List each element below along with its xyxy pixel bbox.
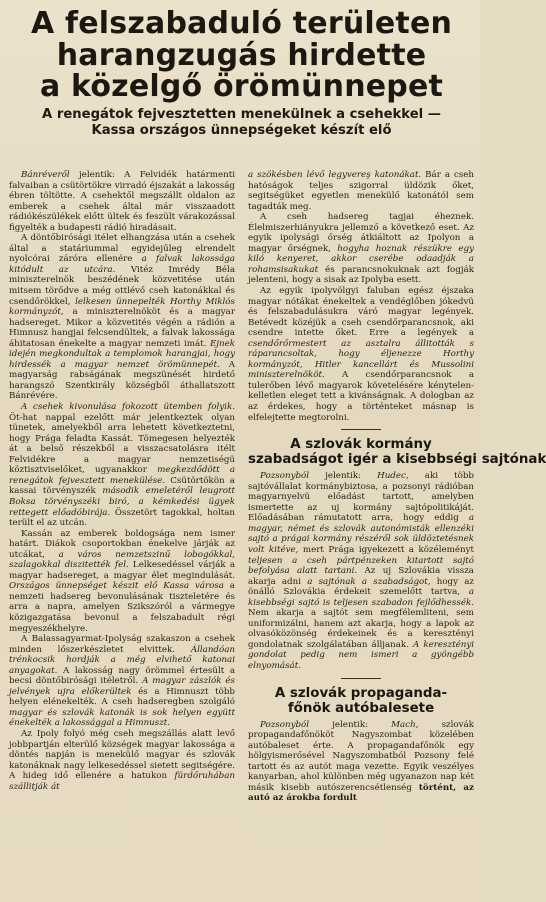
italic-run: hogyha hoznak részükre egy kiló kenyeret, akkor cserébe odaadják a rohamsisakukat — [248, 243, 474, 275]
italic-run: a szökésben lévő legyvereş katonákat. — [248, 170, 422, 180]
italic-run: Bánréveről — [21, 170, 70, 180]
paragraph — [9, 170, 235, 233]
text-run: Vitéz Imrédy Béla miniszterelnök beszédének közvetitése után mitsem törődve a még ottlévő cseh katonákkal és csendőrökkel, — [9, 264, 235, 307]
section-heading-line: szabadságot igér a kisebbségi sajtónak — [248, 452, 546, 468]
section-heading-car-accident — [248, 686, 474, 716]
section-divider — [341, 678, 381, 679]
italic-run: Mach, — [391, 719, 419, 730]
italic-run: Állandóan trénkocsik hordják a még elvihető katonai anyagokat. — [9, 644, 235, 676]
italic-run: Hudec, — [377, 471, 409, 482]
italic-run: A magyar zászlók és jelvények ujra előkerültek — [9, 676, 235, 697]
subheadline-line: A renegátok fejvesztetten menekülnek a csehekkel — — [42, 106, 441, 122]
right-column — [248, 170, 546, 902]
text-run: mert Prága igyekezett a közéleményt — [298, 544, 474, 555]
text-run: A Balassagyarmat-Ipolyság szakaszon a csehek minden lőszerkészletet elvittek. — [9, 634, 235, 655]
left-column — [9, 170, 235, 902]
headline-line: a közelgő örömünnepet — [39, 69, 444, 104]
text-run: Öt-hat nappal ezelőtt már jelentkeztek olyan tünetek, amelyekből arra lehetett következtetni, hogy Prága feladta Kassát. Tömegesen helyezték át a belső részekből a visszacsatolásra itélt Felvidékre a magyar nemzetiségü köztisztviselőket, ugyanakkor — [9, 412, 235, 476]
paragraph — [9, 529, 235, 634]
text-run: hogy az önálló Szlovákia érdekeit szemelőtt tartva, — [248, 576, 475, 598]
right-column-continuation — [248, 170, 474, 423]
paragraph — [9, 233, 235, 402]
text-run: Lelkesedéssel várják a magyar hadsereget, a magyar élet megindulását. — [9, 560, 235, 581]
text-run: jelentik: — [309, 471, 378, 482]
text-run: Az uj Szlovákia vissza akarja adni — [248, 566, 474, 587]
text-run: Összetört tagokkal, holtan terült el az utcán. — [9, 507, 235, 529]
text-run: a miniszterelnököt és a magyar hadsereget. Mikor a közvetités végén a rádión a Himnusz hangjai felcsendültek, a falvak lakossága áhitatosan énekelte a magyar nemzeti imát. — [9, 307, 235, 349]
section-divider — [341, 429, 381, 430]
text-run: A döntőbirósági itélet elhangzása után a csehek által a statáriummal egyidejűleg elrendelt nyolcórai záróra ellenére — [9, 233, 235, 265]
text-run: Nem akarja a sajtót sem megfélemliteni, sem uniformizálni, hanem azt akarja, hogy a lapok az olvasóközönség érdekeinek és a keresztényi gondolatnak szolgálatában álljanak. — [248, 608, 474, 650]
italic-run: Országos ünnepséget készit elő Kassa városa — [9, 581, 224, 592]
paragraph — [9, 729, 235, 792]
italic-run: csendőrőrmestert az asztalra állitották s ráparancsoltak, hogy éljenezze Horthy kormányzót, Hitler kancellárt és Mussolini miniszterelnököt. — [248, 338, 474, 381]
subheadline — [10, 107, 473, 139]
italic-run: második emeletéről leugrott Boksa törvényszéki biró, a kémkedési ügyek rettegett előadóbirája. — [9, 486, 235, 518]
italic-run: A keresztényi gondolat pedig nem ismeri a gyöngébb elnyomását. — [248, 639, 475, 671]
italic-run: A csehek kivonulása fokozott ütemben folyik. — [21, 402, 235, 413]
text-run: Az egyik ipolyvölgyi faluban egész éjszaka magyar nótákat énekeltek a vendéglőben jókedvü és felszabadulásukra váró magyar legények. Betévedt közéjük a cseh csendőrparancsnok, aki csendre intette őket. Erre a legények a — [248, 286, 474, 339]
text-run: szlovák propagandafőnököt Nagyszombat közelében autóbaleset érte. A propagandafőnök egy hölgyismerősével Nagyszombatból Pozsony felé tartott és az autót maga vezette. Egyik veszélyes kanyarban, ahol különben még ugyanazon nap két másik kisebb autószerencsétlenség — [248, 719, 474, 793]
text-run: jelentik: A Felvidék határmenti falvaiban a csütörtökre virradó éjszakát a lakosság ébren töltötte. A csehektől megszállt oldalon az emberek a csehek által már visszaadott rádiókészülékek előtt ültek és feszült várakozással figyelték a budapesti rádió hiradásait. — [9, 170, 235, 233]
text-run: A magyarság rabságának megszünését hirdető harangszó Szentkirály községből áthallatszott Bánrévére. — [9, 359, 235, 402]
section-body-press-freedom — [248, 471, 474, 671]
text-run: Bár a cseh hatóságok teljes szigorral üldözik őket, segitségüket egyetlen menekülő katonától sem tagadták meg. — [248, 170, 474, 212]
italic-run: magyar és szlovák katonák is sok helyen együtt énekelték a lakossággal a Himnuszt. — [9, 707, 235, 729]
section-heading-press-freedom — [248, 437, 546, 468]
italic-run: a magyar, német és szlovák autonómisták ellenzéki sajtó a prágai kormány részéről sok üldöztetésnek volt kitéve, — [248, 513, 474, 555]
text-run: Kassán az emberek boldogsága nem ismer határt. Diákok csoportokban énekelve járják az utcákat, — [9, 528, 235, 560]
paragraph — [9, 634, 235, 729]
subheadline-line: Kassa országos ünnepségeket készít elő — [91, 122, 392, 138]
paragraph — [9, 402, 235, 529]
section-heading-line: A szlovák kormány — [290, 437, 432, 453]
italic-run: a falvak lakossága kitódult az utcára. — [9, 254, 235, 275]
text-run: és parancsnokuknak azt fogják jelenteni, hogy a sisak az Ipolyba esett. — [248, 264, 474, 286]
italic-run: Pozsonyból — [260, 471, 310, 482]
bold-run: történt, az autó az árokba fordult — [248, 782, 474, 804]
italic-run: fürdőruhában szállitják át — [9, 771, 235, 792]
paragraph — [248, 170, 474, 212]
italic-run: megkezdődött a renegátok fejvesztett menekülése. — [9, 465, 235, 486]
italic-run: a város nemzetszinű lobogókkal, szalagokkal diszitették fel. — [9, 549, 236, 571]
text-run: A cseh hadsereg tagjai éheznek. Élelmiszerhiányukra jellemző a következő eset. Az egyik ipolysági őrség átkiáltott az Ipolyon a magyar őrségnek, — [248, 212, 474, 254]
italic-run: Pozsonyból — [260, 719, 310, 730]
headline — [10, 8, 473, 103]
text-run: A lakosság nagy örömmel értesült a becsi döntőbirósági itéletről. — [9, 665, 235, 687]
italic-run: a kisebbségi sajtó is teljesen szabadon fejlődhessék. — [248, 587, 474, 608]
text-run: A csendőrparancsnok a tulerőben lévő magyarok követelésére kénytelen-kelletlen eleget tett a kivánságnak. A dologban az az érdekes, hogy a történteket másnap is elfelejtette megtorolni. — [248, 370, 474, 423]
italic-run: lelkesen ünnepelték Horthy Miklós kormányzót, — [9, 296, 235, 318]
italic-run: Ejnek idején megkondultak a templomok harangjai, hogy hirdessék a magyar nemzet örömünnepét. — [9, 338, 235, 370]
text-run: és a Himnuszt több helyen elénekelték. A cseh hadseregben szolgáló — [9, 686, 235, 708]
paragraph — [248, 212, 474, 286]
text-run: jelentik: — [309, 719, 392, 730]
text-run: aki több sajtóvállalat kormánybiztosa, a pozsonyi rádióban magyarnyelvü előadást tartott, amelyben ismertette az uj kormány sajtópolitikáját. Előadásában rámutatott arra, hogy eddig — [248, 471, 474, 524]
headline-line: harangzugás hirdette — [56, 37, 427, 73]
paragraph — [248, 286, 474, 423]
text-run: Az Ipoly folyó még cseh megszállás alatt levő jobbpartján elterülő községek magyar lakossága a döntés napján is menekülő magyar és szlovák katonáknak nagy lelkesedéssel sietett segitségére. A hideg idő ellenére a hatukon — [9, 728, 235, 782]
section-body-car-accident — [248, 720, 474, 804]
text-run: a nemzeti hadsereg bevonulásának tiszteletére és arra a napra, amelyen Szikszóról a vármegye közigazgatása bevonul a felszabadult régi megyeszékhelyre. — [9, 581, 235, 634]
headline-line: A felszabaduló területen — [30, 6, 453, 41]
article-columns — [9, 170, 546, 902]
italic-run: teljesen a cseh pártpénzeken kitartott sajtó befolyása alatt tartani. — [248, 555, 474, 577]
text-run: Csütörtökön a kassai törvényszék — [9, 475, 235, 497]
paragraph — [248, 720, 474, 804]
italic-run: a sajtónak a szabadságot, — [307, 576, 431, 587]
section-heading-line: A szlovák propaganda- — [274, 685, 448, 701]
paragraph — [248, 471, 474, 671]
section-heading-line: főnök autóbalesete — [287, 700, 435, 716]
